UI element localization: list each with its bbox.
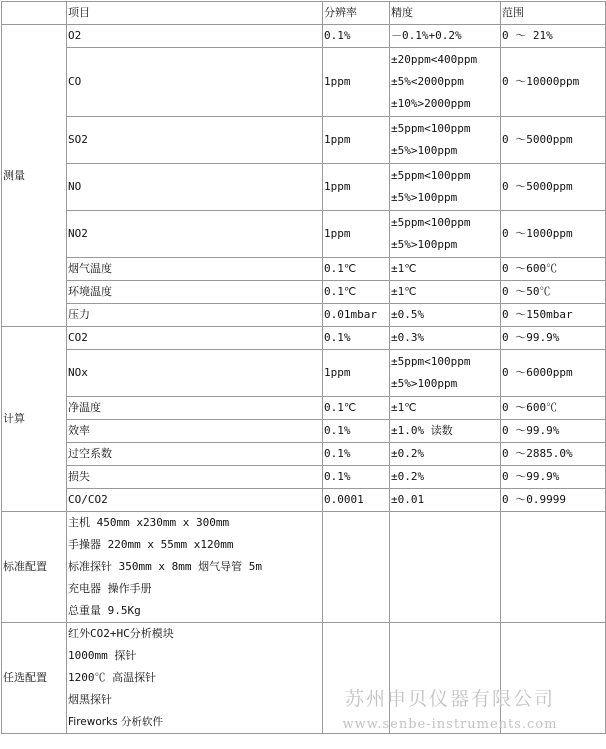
table-row	[2, 489, 606, 512]
resolution-cell: 1ppm	[323, 164, 390, 211]
range-cell: 0 ～1000ppm	[501, 211, 606, 258]
config-item: 红外CO2+HC分析模块	[68, 627, 174, 640]
accuracy-line: ±5%>100ppm	[391, 238, 458, 251]
item-cell: 环境温度	[67, 281, 323, 304]
resolution-cell: 0.1℃	[323, 281, 390, 304]
header-cell: 精度	[390, 2, 501, 25]
config-item: 标准探针 350mm x 8mm 烟气导管 5m	[68, 560, 262, 573]
table-row	[2, 48, 606, 117]
header-cell	[2, 2, 67, 25]
spec-table	[1, 1, 606, 734]
accuracy-line: ±5ppm<100ppm	[391, 169, 471, 182]
empty-cell	[390, 623, 501, 734]
accuracy-line: ±5%<2000ppm	[391, 75, 464, 88]
accuracy-line: ±0.2%	[391, 470, 425, 483]
empty-cell	[501, 623, 606, 734]
range-cell: 0 ～ 21%	[501, 25, 606, 48]
header-cell: 项目	[67, 2, 323, 25]
table-row	[2, 623, 606, 734]
table-row	[2, 304, 606, 327]
accuracy-line: ±5%>100ppm	[391, 191, 458, 204]
accuracy-line: ±0.2%	[391, 447, 425, 460]
resolution-cell: 0.1%	[323, 420, 390, 443]
item-cell: SO2	[67, 117, 323, 164]
range-cell: 0 ～0.9999	[501, 489, 606, 512]
resolution-cell: 0.1℃	[323, 397, 390, 420]
accuracy-cell	[390, 420, 501, 443]
accuracy-cell	[390, 327, 501, 350]
accuracy-line: ±20ppm<400ppm	[391, 53, 478, 66]
range-cell: 0 ～99.9%	[501, 327, 606, 350]
accuracy-line: ±10%>2000ppm	[391, 97, 471, 110]
group-label-cell: 计算	[2, 327, 67, 512]
empty-cell	[501, 512, 606, 623]
accuracy-cell	[390, 443, 501, 466]
item-cell: CO/CO2	[67, 489, 323, 512]
item-cell: 损失	[67, 466, 323, 489]
config-item: 总重量 9.5Kg	[68, 604, 141, 617]
table-row	[2, 258, 606, 281]
accuracy-line: ±1℃	[391, 401, 417, 414]
item-cell: O2	[67, 25, 323, 48]
config-item: 1000mm 探针	[68, 649, 137, 662]
range-cell: 0 ～6000ppm	[501, 350, 606, 397]
range-cell: 0 ～5000ppm	[501, 164, 606, 211]
range-cell: 0 ～10000ppm	[501, 48, 606, 117]
group-label-cell: 测量	[2, 25, 67, 327]
empty-cell	[390, 512, 501, 623]
resolution-cell: 1ppm	[323, 350, 390, 397]
table-row	[2, 211, 606, 258]
config-item: Fireworks 分析软件	[68, 716, 163, 728]
range-cell: 0 ～99.9%	[501, 466, 606, 489]
table-row	[2, 25, 606, 48]
accuracy-line: ±5%>100ppm	[391, 144, 458, 157]
item-cell: 净温度	[67, 397, 323, 420]
accuracy-line: ±5ppm<100ppm	[391, 216, 471, 229]
resolution-cell: 0.0001	[323, 489, 390, 512]
accuracy-line: ±5%>100ppm	[391, 377, 458, 390]
accuracy-line: ±1℃	[391, 262, 417, 275]
table-body	[2, 25, 606, 734]
item-cell: 效率	[67, 420, 323, 443]
group-label-cell: 任选配置	[2, 623, 67, 734]
resolution-cell: 1ppm	[323, 211, 390, 258]
item-cell: 烟气温度	[67, 258, 323, 281]
watermark-url: www.senbe-instruments.com	[342, 717, 558, 732]
header-row	[2, 2, 606, 25]
range-cell: 0 ～99.9%	[501, 420, 606, 443]
item-cell: CO	[67, 48, 323, 117]
table-row	[2, 164, 606, 211]
accuracy-cell	[390, 281, 501, 304]
group-label-cell: 标准配置	[2, 512, 67, 623]
accuracy-line: ±0.3%	[391, 331, 425, 344]
header-cell: 范围	[501, 2, 606, 25]
accuracy-cell	[390, 350, 501, 397]
item-cell: 压力	[67, 304, 323, 327]
resolution-cell: 0.1%	[323, 25, 390, 48]
range-cell: 0 ～600℃	[501, 397, 606, 420]
resolution-cell: 0.1%	[323, 466, 390, 489]
item-cell: CO2	[67, 327, 323, 350]
config-item: 充电器 操作手册	[68, 582, 152, 595]
accuracy-line: －0.1%+0.2%	[391, 29, 462, 42]
accuracy-cell	[390, 489, 501, 512]
range-cell: 0 ～5000ppm	[501, 117, 606, 164]
accuracy-cell	[390, 117, 501, 164]
range-cell: 0 ～2885.0%	[501, 443, 606, 466]
table-row	[2, 466, 606, 489]
accuracy-line: ±5ppm<100ppm	[391, 355, 471, 368]
header-cell: 分辨率	[323, 2, 390, 25]
config-item: 1200℃ 高温探针	[68, 671, 157, 684]
accuracy-cell	[390, 466, 501, 489]
accuracy-cell	[390, 304, 501, 327]
resolution-cell: 0.01mbar	[323, 304, 390, 327]
resolution-cell: 0.1%	[323, 443, 390, 466]
table-row	[2, 350, 606, 397]
range-cell: 0 ～600℃	[501, 258, 606, 281]
range-cell: 0 ～50℃	[501, 281, 606, 304]
empty-cell	[323, 512, 390, 623]
resolution-cell: 0.1℃	[323, 258, 390, 281]
item-cell: NO2	[67, 211, 323, 258]
item-cell: NO	[67, 164, 323, 211]
accuracy-cell	[390, 397, 501, 420]
resolution-cell: 1ppm	[323, 48, 390, 117]
table-row	[2, 512, 606, 623]
accuracy-cell	[390, 25, 501, 48]
accuracy-line: ±1.0% 读数	[391, 424, 453, 437]
accuracy-line: ±0.01	[391, 493, 425, 506]
config-list-cell	[67, 623, 323, 734]
table-row	[2, 281, 606, 304]
config-item: 烟黑探针	[68, 693, 112, 706]
accuracy-line: ±1℃	[391, 285, 417, 298]
config-item: 手操器 220mm x 55mm x120mm	[68, 538, 234, 551]
range-cell: 0 ～150mbar	[501, 304, 606, 327]
table-row	[2, 397, 606, 420]
table-row	[2, 117, 606, 164]
accuracy-cell	[390, 211, 501, 258]
config-list-cell	[67, 512, 323, 623]
accuracy-cell	[390, 258, 501, 281]
table-row	[2, 327, 606, 350]
accuracy-line: ±5ppm<100ppm	[391, 122, 471, 135]
accuracy-line: ±0.5%	[391, 308, 425, 321]
table-row	[2, 443, 606, 466]
resolution-cell: 0.1%	[323, 327, 390, 350]
accuracy-cell	[390, 48, 501, 117]
watermark-company: 苏州申贝仪器有限公司	[344, 688, 555, 710]
item-cell: NOx	[67, 350, 323, 397]
item-cell: 过空系数	[67, 443, 323, 466]
config-item: 主机 450mm x230mm x 300mm	[68, 516, 230, 529]
table-row	[2, 420, 606, 443]
empty-cell	[323, 623, 390, 734]
accuracy-cell	[390, 164, 501, 211]
resolution-cell: 1ppm	[323, 117, 390, 164]
